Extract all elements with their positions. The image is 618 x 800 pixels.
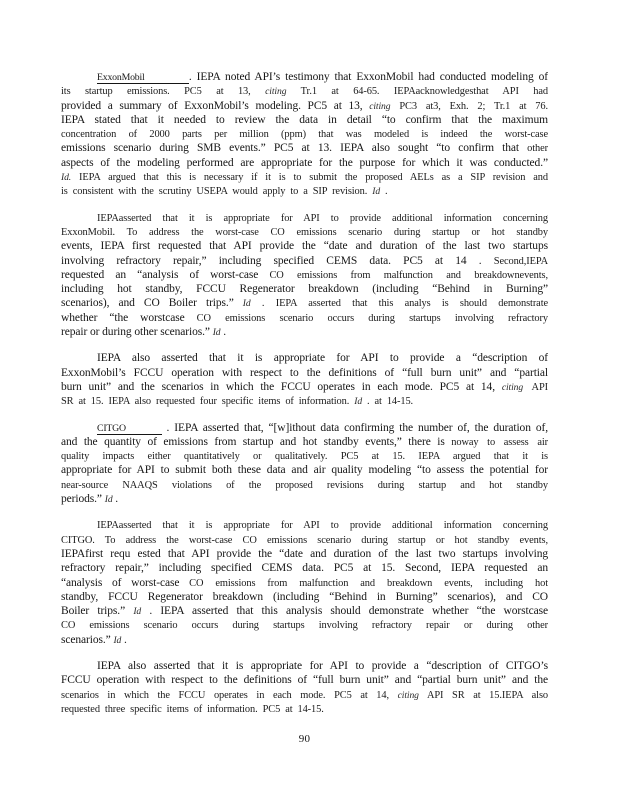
text-segment: . — [112, 493, 119, 506]
text-segment: FCCU operation with respect to the definitions of “full burn unit” and “partial burn unit” and the — [61, 674, 548, 687]
text-segment: . — [121, 633, 127, 646]
text-segment: . IEPA noted API’s testimony that ExxonMobil had conducted modeling of — [188, 71, 548, 83]
text-line — [61, 99, 548, 113]
page-number: 90 — [298, 733, 311, 746]
text-segment: Id — [104, 494, 113, 506]
text-segment: IEPA also asserted that it is appropriate for API to provide a “description of CITGO’s — [97, 659, 548, 672]
text-segment: Tr.1 at 64-65. IEPAacknowledgesthat API had — [286, 86, 548, 98]
text-segment: citing — [265, 86, 287, 98]
text-segment: . at 14-15. — [362, 396, 414, 408]
text-line — [61, 282, 548, 296]
text-line — [61, 311, 548, 325]
text-segment: including hot standby, FCCU Regenerator breakdown (including “Behind in Burning” — [61, 283, 548, 296]
text-segment: Id — [212, 327, 221, 339]
text-segment: concentration of 2000 parts per million (ppm) that was modeled is indeed the worst-case — [61, 129, 548, 141]
text-segment: Id — [372, 186, 381, 198]
paragraph — [61, 211, 548, 340]
text-segment: its startup emissions. PC5 at 13, — [61, 86, 266, 98]
text-line — [61, 618, 548, 632]
text-line — [61, 702, 548, 716]
text-line — [61, 533, 548, 547]
text-segment: Second,IEPA — [493, 255, 548, 267]
text-line — [61, 170, 548, 184]
text-segment: requested three specific items of information. PC5 at 14-15. — [61, 703, 324, 715]
text-line — [61, 351, 548, 365]
text-segment: Id — [242, 298, 251, 310]
text-line — [61, 325, 548, 339]
text-line — [61, 492, 548, 506]
text-segment: CO emissions scenario occurs during startups involving refractory repair or during other — [61, 620, 548, 632]
text-segment: refractory repair,” including specified CEMS data. PC5 at 15. Second, IEPA requested an — [61, 562, 548, 575]
text-segment: appropriate for API to submit both these data and air quality modeling “to assess the potential for — [61, 464, 548, 477]
text-line — [61, 561, 548, 575]
paragraph — [61, 421, 548, 507]
text-segment: emissions scenario during SMB events.” PC5 at 13. IEPA also sought “to confirm that — [61, 142, 528, 155]
text-segment: Boiler trips.” — [61, 605, 134, 618]
text-segment: ExxonMobil’s FCCU operation with respect to the definitions of “full burn unit” and “partial — [61, 366, 548, 379]
text-line — [61, 184, 548, 198]
text-line — [61, 463, 548, 477]
text-segment: Id — [133, 606, 142, 618]
text-segment: CO emissions from malfunction and breakdown events, including hot — [189, 577, 548, 589]
text-line — [61, 225, 548, 239]
text-segment: whether “the worstcase — [61, 311, 197, 324]
text-segment: and the quantity of emissions from startup and hot standby events,” there is — [61, 435, 452, 448]
text-segment: scenarios), and CO Boiler trips.” — [61, 297, 243, 310]
text-line — [61, 604, 548, 618]
text-segment: CO emissions scenario occurs during startups involving refractory — [196, 312, 548, 324]
text-segment: citing — [397, 689, 419, 701]
text-segment: Id — [113, 634, 122, 646]
text-line — [61, 576, 548, 590]
text-segment: IEPAasserted that it is appropriate for API to provide additional information concerning — [97, 212, 548, 224]
text-segment: . — [220, 326, 227, 339]
text-segment: CO emissions from malfunction and breakdownevents, — [269, 269, 548, 281]
text-line — [61, 688, 548, 702]
text-segment: is consistent with the scrutiny USEPA would apply to a SIP revision. — [61, 186, 373, 198]
text-line — [61, 268, 548, 282]
text-line — [61, 449, 548, 463]
text-line — [61, 478, 548, 492]
text-segment: citing — [501, 381, 524, 393]
text-line — [61, 421, 548, 435]
document-body — [61, 70, 548, 745]
text-line — [61, 518, 548, 532]
text-segment: near-source NAAQS violations of the proposed revisions during startup and hot standby — [61, 479, 548, 491]
text-segment: CITGO. To address the worst-case CO emissions scenario during startup or hot standby events, — [61, 534, 548, 546]
underlined-heading: CITGO — [97, 422, 162, 434]
text-segment: ExxonMobil. To address the worst-case CO emissions scenario during startup or hot standby — [61, 226, 548, 238]
text-segment: other — [527, 143, 548, 155]
text-line — [61, 211, 548, 225]
text-segment: . IEPA asserted that this analys is should demonstrate — [250, 298, 548, 310]
text-line — [61, 296, 548, 310]
text-segment: burn unit” and the scenarios in which the FCCU operates in each mode. PC5 at 14, — [61, 380, 502, 393]
text-segment: . — [380, 186, 388, 198]
text-segment: scenarios.” — [61, 633, 114, 646]
text-segment: involving refractory repair,” including specified CEMS data. PC5 at 14 . — [61, 254, 494, 267]
text-segment: standby, FCCU Regenerator breakdown (including “Behind in Burning” scenarios), and CO — [61, 590, 548, 603]
text-line — [61, 633, 548, 647]
text-segment: API SR at 15.IEPA also — [418, 689, 548, 701]
text-line — [61, 590, 548, 604]
text-segment: IEPAfirst requ ested that API provide the “date and duration of the last two startups involving — [61, 547, 548, 560]
text-segment: events, IEPA first requested that API provide the “date and duration of the last two startups — [61, 240, 548, 253]
text-segment: IEPA stated that it needed to review the data in detail “to confirm that the maximum — [61, 113, 548, 126]
text-segment: noway to assess air — [451, 436, 548, 448]
text-line — [61, 156, 548, 170]
text-segment: provided a summary of ExxonMobil’s modeling. PC5 at 13, — [61, 99, 370, 112]
text-line — [61, 254, 548, 268]
text-segment: aspects of the modeling performed are appropriate for the purpose for which it was conducted.” — [61, 156, 548, 169]
text-line — [61, 673, 548, 687]
text-segment: quality impacts either quantitatively or qualitatively. PC5 at 15. IEPA argued that it is — [61, 451, 548, 463]
paragraph — [61, 70, 548, 199]
text-line — [61, 113, 548, 127]
text-line — [61, 394, 548, 408]
text-line — [61, 239, 548, 253]
text-line — [61, 127, 548, 141]
text-segment: IEPAasserted that it is appropriate for API to provide additional information concerning — [97, 520, 548, 532]
text-segment: “analysis of worst-case — [61, 576, 190, 589]
text-segment: repair or during other scenarios.” — [61, 326, 213, 339]
text-segment: requested an “analysis of worst-case — [61, 268, 270, 281]
text-line — [61, 141, 548, 155]
text-line — [61, 70, 548, 84]
text-segment: citing — [369, 100, 391, 112]
text-segment: scenarios in which the FCCU operates in each mode. PC5 at 14, — [61, 689, 398, 701]
text-segment: API — [523, 381, 548, 393]
text-line — [61, 84, 548, 98]
text-segment: IEPA also asserted that it is appropriate for API to provide a “description of — [97, 352, 548, 365]
text-segment: periods.” — [61, 493, 105, 506]
text-segment: SR at 15. IEPA also requested four specific items of information. — [61, 396, 355, 408]
paragraph — [61, 518, 548, 647]
text-line — [61, 366, 548, 380]
paragraph — [61, 351, 548, 408]
text-segment: PC3 at3, Exh. 2; Tr.1 at 76. — [390, 100, 548, 112]
text-segment: IEPA argued that this is necessary if it is to submit the proposed AELs as a SIP revision and — [71, 172, 548, 184]
text-segment: Id — [354, 396, 363, 408]
underlined-heading: ExxonMobil — [97, 72, 189, 83]
text-segment: Id. — [61, 172, 72, 184]
text-segment: . IEPA asserted that this analysis should demonstrate whether “the worstcase — [141, 605, 548, 618]
text-line — [61, 547, 548, 561]
paragraph — [61, 659, 548, 716]
text-line — [61, 659, 548, 673]
text-line — [61, 435, 548, 449]
text-line — [61, 380, 548, 394]
text-segment: . IEPA asserted that, “[w]ithout data confirming the number of, the duration of, — [161, 421, 548, 434]
